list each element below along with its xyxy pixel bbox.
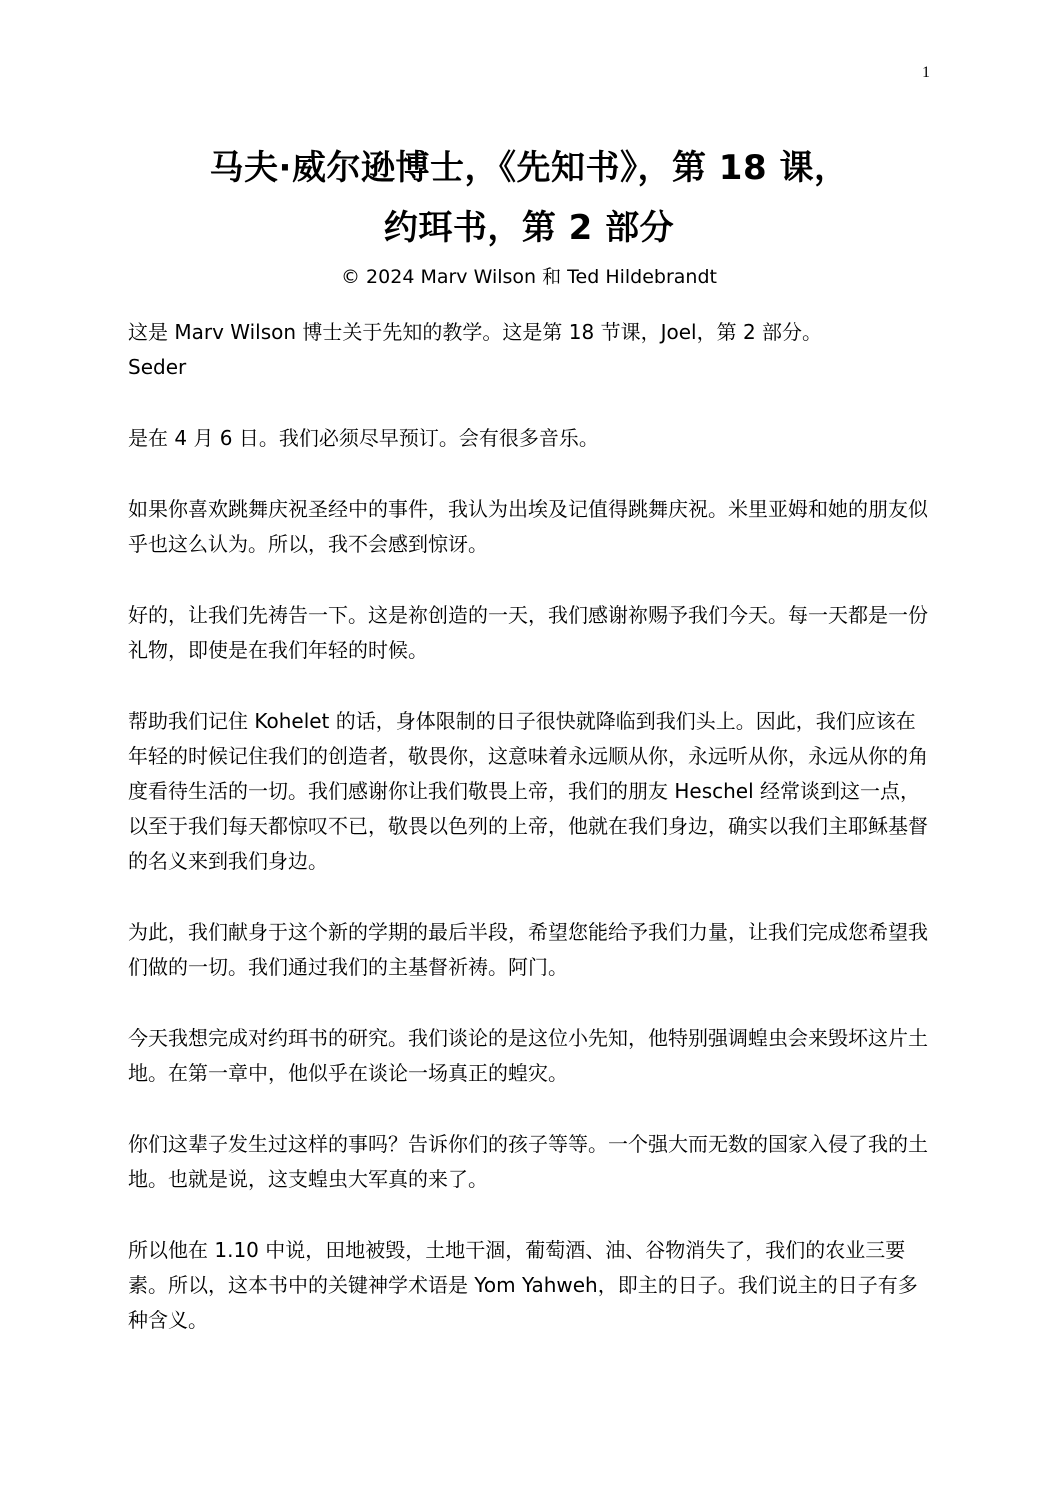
document-body xyxy=(128,315,928,1374)
copyright-notice: © 2024 Marv Wilson 和 Ted Hildebrandt xyxy=(341,266,717,288)
intro-paragraph xyxy=(128,315,928,385)
body-paragraph-1: 是在 4 月 6 日。我们必须尽早预订。会有很多音乐。 xyxy=(128,426,599,450)
document-title-line-1: 马夫·威尔逊博士，《先知书》，第 18 课， xyxy=(209,148,849,188)
page-number: 1 xyxy=(922,64,930,81)
body-paragraph-2: 如果你喜欢跳舞庆祝圣经中的事件，我认为出埃及记值得跳舞庆祝。米里亚姆和她的朋友似乎也这么认为。所以，我不会感到惊讶。 xyxy=(128,497,928,556)
body-paragraph-8: 所以他在 1.10 中说，田地被毁，土地干涸，葡萄酒、油、谷物消失了，我们的农业三要素。所以，这本书中的关键神学术语是 Yom Yahweh，即主的日子。我们说主的日子有多种含义。 xyxy=(128,1238,918,1332)
body-paragraph-3: 好的，让我们先祷告一下。这是祢创造的一天，我们感谢祢赐予我们今天。每一天都是一份礼物，即使是在我们年轻的时候。 xyxy=(128,603,928,662)
document-title-line-2: 约珥书，第 2 部分 xyxy=(383,208,675,248)
body-paragraph-7: 你们这辈子发生过这样的事吗？告诉你们的孩子等等。一个强大而无数的国家入侵了我的土地。也就是说，这支蝗虫大军真的来了。 xyxy=(128,1132,928,1191)
body-paragraph-5: 为此，我们献身于这个新的学期的最后半段，希望您能给予我们力量，让我们完成您希望我们做的一切。我们通过我们的主基督祈祷。阿门。 xyxy=(128,920,928,979)
body-paragraph-4: 帮助我们记住 Kohelet 的话，身体限制的日子很快就降临到我们头上。因此，我们应该在年轻的时候记住我们的创造者，敬畏你，这意味着永远顺从你，永远听从你，永远从你的角度看待生活的一切。我们感谢你让我们敬畏上帝，我们的朋友 Heschel 经常谈到这一点，以至于我们每天都惊叹不已，敬畏以色列的上帝，他就在我们身边，确实以我们主耶稣基督的名义来到我们身边。 xyxy=(128,709,928,873)
document-header xyxy=(0,138,1058,292)
intro-line-1: 这是 Marv Wilson 博士关于先知的教学。这是第 18 节课，Joel，第 2 部分。 xyxy=(128,320,823,344)
intro-line-2: Seder xyxy=(128,355,187,379)
body-paragraph-6: 今天我想完成对约珥书的研究。我们谈论的是这位小先知，他特别强调蝗虫会来毁坏这片土地。在第一章中，他似乎在谈论一场真正的蝗灾。 xyxy=(128,1026,928,1085)
